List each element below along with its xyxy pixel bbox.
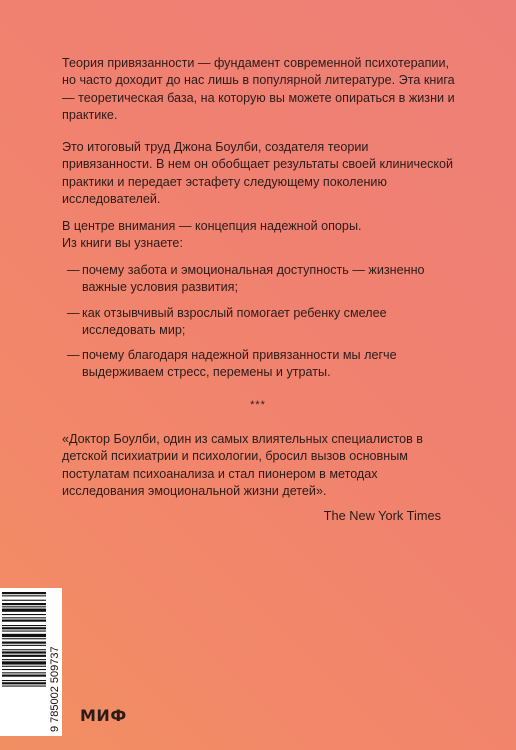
barcode-bar <box>2 672 46 673</box>
barcode-icon <box>0 588 62 736</box>
barcode-bar <box>2 680 46 681</box>
barcode-bar <box>2 634 46 637</box>
bullet-dash: — <box>67 263 80 277</box>
barcode-bar <box>2 642 46 644</box>
bullet-dash: — <box>67 306 80 320</box>
barcode-bar <box>2 609 46 612</box>
focus-subheading: Из книги вы узнаете: <box>62 236 183 250</box>
isbn-barcode <box>0 588 62 736</box>
barcode-bar <box>2 669 46 670</box>
barcode-bar <box>2 595 46 596</box>
author-paragraph: Это итоговый труд Джона Боулби, создателя теории привязанности. В нем он обобщает результаты своей клинической практики и передает эстафету следующему поколению исследователей. <box>62 140 454 206</box>
intro-paragraph: Теория привязанности — фундамент современной психотерапии, но часто доходит до нас лишь в популярной литературе. Эта книга — теоретическая база, на которую вы можете опираться в жизни и практике. <box>62 56 455 122</box>
barcode-bar <box>2 675 46 677</box>
list-item-text: как отзывчивый взрослый помогает ребенку смелее исследовать мир; <box>82 306 387 338</box>
barcode-bar <box>2 600 46 601</box>
section-separator: *** <box>250 399 266 411</box>
barcode-bar <box>2 617 46 618</box>
barcode-bar <box>2 631 46 632</box>
focus-heading: В центре внимания — концепция надежной опоры. <box>62 219 362 233</box>
barcode-bar <box>2 686 46 687</box>
list-item <box>67 305 447 340</box>
barcode-bar <box>2 645 46 646</box>
barcode-bar <box>2 606 46 607</box>
barcode-bar <box>2 627 46 629</box>
barcode-bar <box>2 682 46 684</box>
barcode-bar <box>2 638 46 639</box>
barcode-bar <box>2 655 46 657</box>
barcode-bar <box>2 614 46 615</box>
barcode-bar <box>2 661 46 664</box>
bullet-dash: — <box>67 348 80 362</box>
list-item <box>67 262 447 297</box>
quote-text: «Доктор Боулби, один из самых влиятельных специалистов в детской психиатрии и психологии, бросил вызов основным постулатам психоанализа и стал пионером в методах исследования эмоциональной жизни детей». <box>62 432 423 498</box>
barcode-bar <box>2 592 46 594</box>
list-item-text: почему благодаря надежной привязанности мы легче выдерживаем стресс, перемены и утраты. <box>82 348 397 380</box>
quote-source: The New York Times <box>323 508 441 523</box>
barcode-bar <box>2 603 46 605</box>
barcode-bar <box>2 651 46 653</box>
publisher-logo: МИФ <box>80 706 127 725</box>
isbn-number: 9 785002 509737 <box>49 646 61 732</box>
barcode-bar <box>2 625 46 626</box>
barcode-bar <box>2 666 46 667</box>
barcode-bar <box>2 659 46 660</box>
list-item <box>67 347 447 382</box>
list-item-text: почему забота и эмоциональная доступность — жизненно важные условия развития; <box>82 263 425 295</box>
barcode-bar <box>2 649 46 650</box>
barcode-bar <box>2 620 46 622</box>
